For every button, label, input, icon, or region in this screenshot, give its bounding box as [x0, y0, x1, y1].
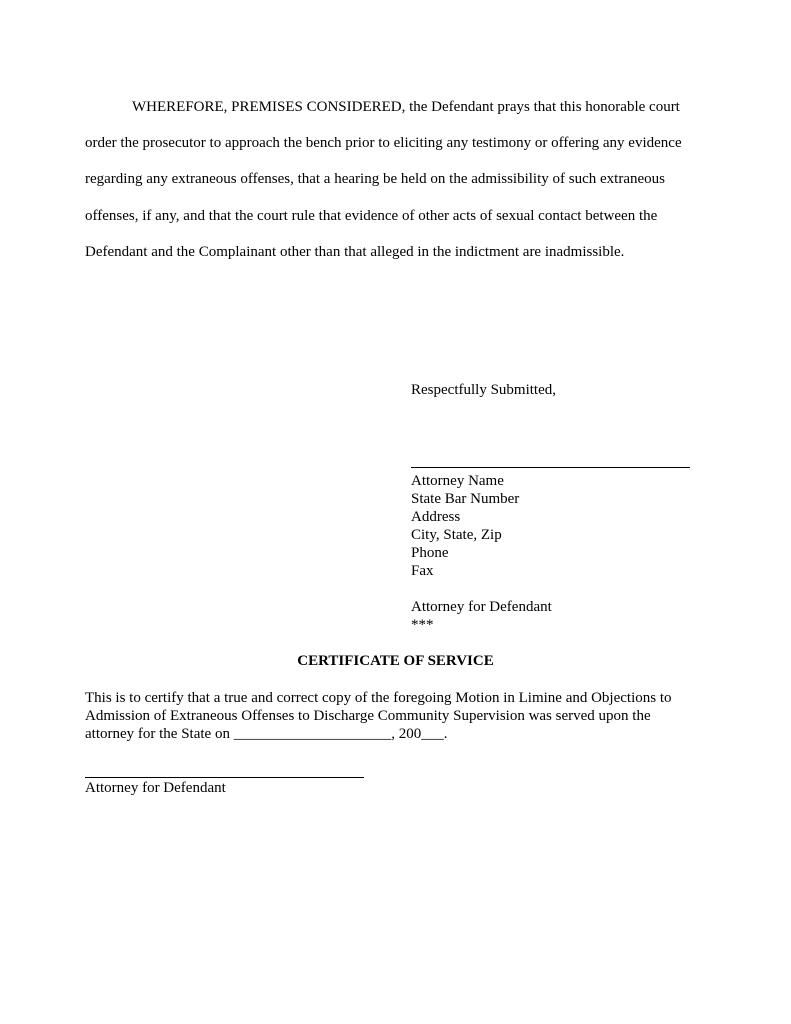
section-separator: *** — [411, 617, 434, 633]
prayer-paragraph: WHEREFORE, PREMISES CONSIDERED, the Defendant prays that this honorable court order the prosecutor to approach the bench prior to eliciting any testimony or offering any evidence regarding any extraneous offenses, that a hearing be held on the admissibility of such extraneous offenses, if any, and that the court rule that evidence of other acts of sexual contact between the Defendant and the Complainant other than that alleged in the indictment are inadmissible. — [85, 99, 682, 260]
certificate-body — [85, 689, 705, 743]
certificate-signature-line — [85, 777, 364, 778]
certificate-line: Admission of Extraneous Offenses to Discharge Community Supervision was served upon the — [85, 708, 651, 724]
blank-line — [411, 580, 552, 598]
attorney-role: Attorney for Defendant — [411, 599, 552, 615]
attorney-info-block — [411, 472, 552, 634]
attorney-address: Address — [411, 509, 461, 525]
certificate-signer-label: Attorney for Defendant — [85, 780, 226, 796]
state-bar-number: State Bar Number — [411, 491, 520, 507]
attorney-city-state-zip: City, State, Zip — [411, 527, 502, 543]
certificate-line: attorney for the State on _____________________, 200___. — [85, 726, 448, 742]
attorney-signature-line — [411, 467, 690, 468]
certificate-title: CERTIFICATE OF SERVICE — [297, 653, 494, 669]
attorney-phone: Phone — [411, 545, 449, 561]
certificate-line: This is to certify that a true and correct copy of the foregoing Motion in Limine and Objections to — [85, 690, 672, 706]
attorney-name: Attorney Name — [411, 473, 504, 489]
closing-text: Respectfully Submitted, — [411, 382, 556, 398]
attorney-fax: Fax — [411, 563, 434, 579]
